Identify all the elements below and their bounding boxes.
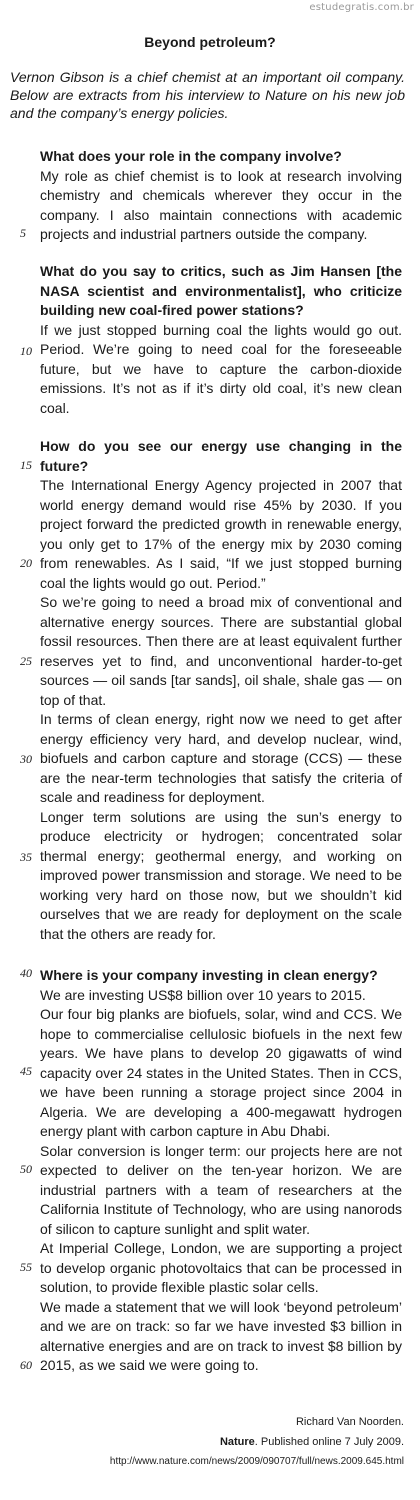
line-number: 20 [20, 556, 32, 570]
answer-paragraph: Solar conversion is longer term: our projects here are not expected to deliver on the ten-year horizon. We are industrial partners with a team of researchers at the California Institute of Technology, who are using nanorods of silicon to capture sunlight and split water. [40, 1142, 402, 1237]
answer-paragraph: We made a statement that we will look ‘beyond petroleum’ and we are on track: so far we have invested $3 billion in alternative energies and are on track to invest $8 billion by 2015, as we said we were going to. [40, 1298, 402, 1373]
section-critics [40, 262, 402, 418]
source-url: http://www.nature.com/news/2009/090707/full/news.2009.645.html [109, 1456, 404, 1467]
line-number: 25 [20, 654, 32, 668]
line-number: 15 [20, 458, 32, 472]
question: How do you see our energy use changing in the future? [40, 438, 402, 474]
page-title: Beyond petroleum? [144, 34, 276, 50]
line-number: 55 [20, 1260, 32, 1274]
answer-paragraph: So we’re going to need a broad mix of conventional and alternative energy sources. There are substantial global fossil resources. Then there are at least equivalent further reserves yet to find, and unconventional harder-to-get sources — oil sands [tar sands], oil shale, shale gas — on top of that. [40, 594, 402, 708]
question: What does your role in the company involve? [40, 148, 342, 164]
section-investment [40, 966, 402, 1376]
answer-paragraph: Longer term solutions are using the sun’s energy to produce electricity or hydrogen; concentrated solar thermal energy; geothermal energy, and working on improved power transmission and storage. We need to be working very hard on those now, but we shouldn’t kid ourselves that we are ready for deployment on the scale that the others are ready for. [40, 808, 402, 942]
section-energy-use [40, 437, 402, 944]
question: Where is your company investing in clean energy? [40, 967, 378, 983]
line-number: 30 [20, 752, 32, 766]
publication-date: . Published online 7 July 2009. [254, 1436, 404, 1448]
line-number: 40 [20, 966, 32, 980]
section-role [40, 147, 402, 245]
question: What do you say to critics, such as Jim Hansen [the NASA scientist and environmentalist], who criticize building new coal-fired power stations? [40, 263, 402, 318]
watermark: estudegratis.com.br [309, 2, 414, 13]
line-number: 50 [20, 1162, 32, 1176]
answer-paragraph: If we just stopped burning coal the lights would go out. Period. We’re going to need coal for the foreseeable future, but we have to capture the carbon-dioxide emissions. It’s not as if it’s dirty old coal, it’s new clean coal. [40, 321, 402, 416]
credit-publication [220, 1436, 404, 1448]
answer-paragraph: Our four big planks are biofuels, solar, wind and CCS. We hope to commercialise cellulosic biofuels in the next few years. We have plans to develop 20 gigawatts of wind capacity over 24 states in the United States. Then in CCS, we have been running a storage project since 2004 in Algeria. We are developing a 400-megawatt hydrogen energy plant with carbon capture in Abu Dhabi. [40, 1006, 402, 1139]
credit-author: Richard Van Noorden. [295, 1416, 404, 1428]
answer-paragraph: My role as chief chemist is to look at research involving chemistry and chemicals wherever they occur in the company. I also maintain connections with academic projects and industrial partners outside the company. [40, 167, 402, 242]
line-number: 5 [20, 226, 26, 240]
answer-paragraph: At Imperial College, London, we are supporting a project to develop organic photovoltaics that can be processed in solution, to provide flexible plastic solar cells. [40, 1240, 402, 1295]
answer-paragraph: We are investing US$8 billion over 10 years to 2015. [40, 986, 366, 1003]
intro-paragraph: Vernon Gibson is a chief chemist at an important oil company. Below are extracts from his interview to Nature on his new job and the company’s energy policies. [10, 69, 405, 121]
journal-name: Nature [219, 1436, 255, 1448]
answer-paragraph: The International Energy Agency projected in 2007 that world energy demand would rise 45% by 2030. If you project forward the predicted growth in renewable energy, you only get to 17% of the energy mix by 2030 coming from renewables. As I said, “If we just stopped burning coal the lights would go out. Period.” [40, 477, 402, 591]
answer-paragraph: In terms of clean energy, right now we need to get after energy efficiency very hard, and develop nuclear, wind, biofuels and carbon capture and storage (CCS) — these are the near-term technologies that satisfy the criteria of scale and readiness for deployment. [40, 711, 402, 805]
line-number: 60 [20, 1358, 32, 1372]
line-number: 35 [20, 850, 32, 864]
line-number: 10 [20, 344, 32, 358]
line-number: 45 [20, 1064, 32, 1078]
